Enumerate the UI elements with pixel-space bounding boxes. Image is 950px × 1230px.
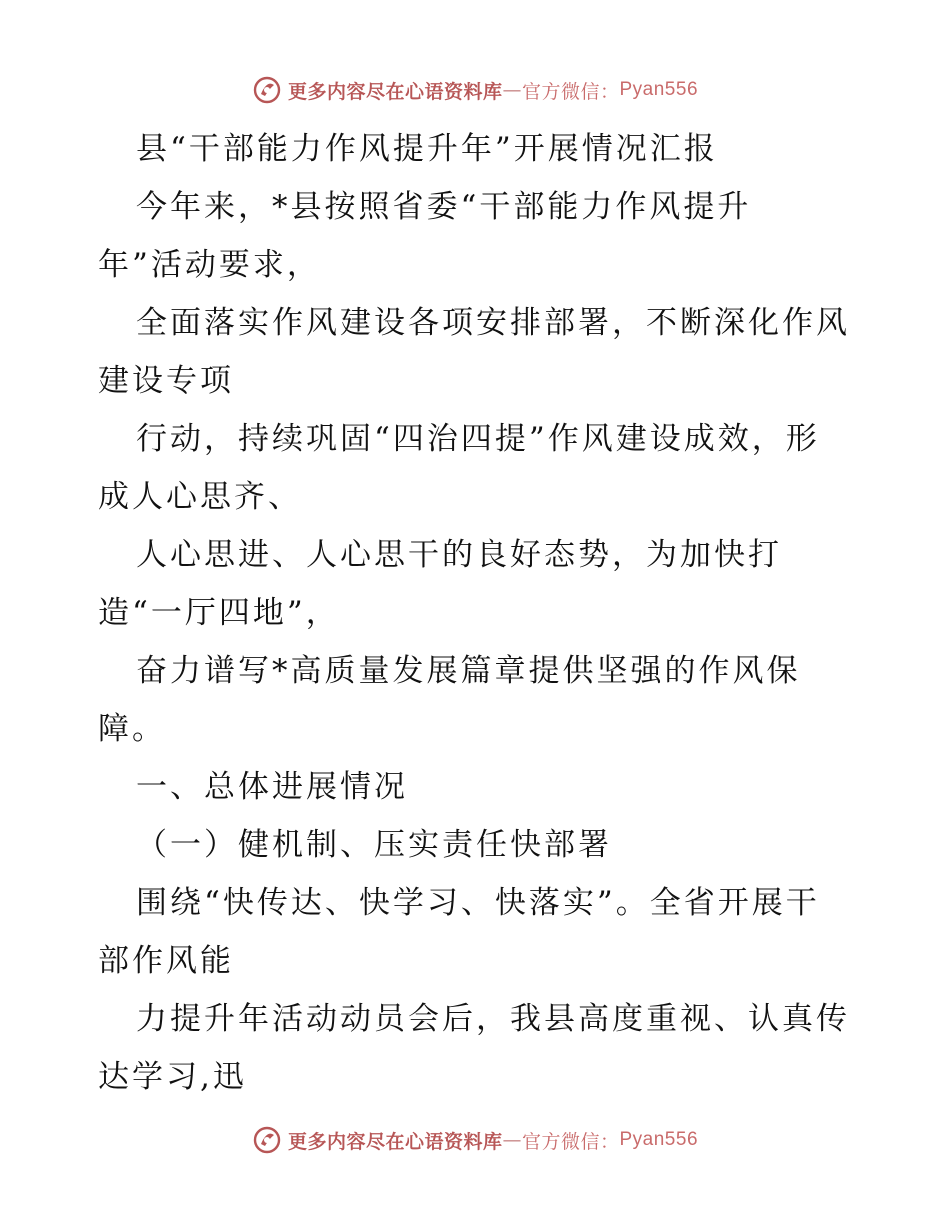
footer-watermark-banner xyxy=(0,1122,950,1158)
doc-line: 年”活动要求， xyxy=(98,247,321,283)
doc-line: 障。 xyxy=(98,711,166,747)
footer-brand-text: 更多内容尽在心语资料库 xyxy=(287,1130,503,1153)
doc-title: 县“干部能力作风提升年”开展情况汇报 xyxy=(136,131,718,167)
section-heading: 一、总体进展情况 xyxy=(136,769,408,805)
doc-line: 全面落实作风建设各项安排部署，不断深化作风 xyxy=(136,305,850,341)
header-separator: — xyxy=(502,79,522,101)
doc-line: 行动，持续巩固“四治四提”作风建设成效，形 xyxy=(136,421,820,457)
brand-logo-icon xyxy=(252,75,282,105)
header-wechat-label: 官方微信： xyxy=(521,80,620,103)
header-watermark-banner xyxy=(0,72,950,108)
footer-wechat-label: 官方微信： xyxy=(521,1130,620,1153)
header-brand-text: 更多内容尽在心语资料库 xyxy=(287,80,503,103)
doc-line: 围绕“快传达、快学习、快落实”。全省开展干 xyxy=(136,885,820,921)
footer-separator: — xyxy=(502,1129,522,1151)
brand-logo-icon xyxy=(252,1125,282,1155)
doc-line: 达学习,迅 xyxy=(98,1059,247,1095)
doc-line: 造“一厅四地”， xyxy=(98,595,340,631)
doc-line: 成人心思齐、 xyxy=(98,479,302,515)
subsection-heading: （一）健机制、压实责任快部署 xyxy=(136,827,612,863)
doc-line: 今年来，*县按照省委“干部能力作风提升 xyxy=(136,189,752,225)
document-body xyxy=(98,120,858,1106)
doc-line: 奋力谱写*高质量发展篇章提供坚强的作风保 xyxy=(136,653,801,689)
doc-line: 建设专项 xyxy=(98,363,234,399)
footer-wechat-id: Pyan556 xyxy=(619,1129,699,1150)
doc-line: 人心思进、人心思干的良好态势，为加快打 xyxy=(136,537,782,573)
doc-line: 部作风能 xyxy=(98,943,234,979)
doc-line: 力提升年活动动员会后，我县高度重视、认真传 xyxy=(136,1001,850,1037)
header-wechat-id: Pyan556 xyxy=(619,79,699,100)
